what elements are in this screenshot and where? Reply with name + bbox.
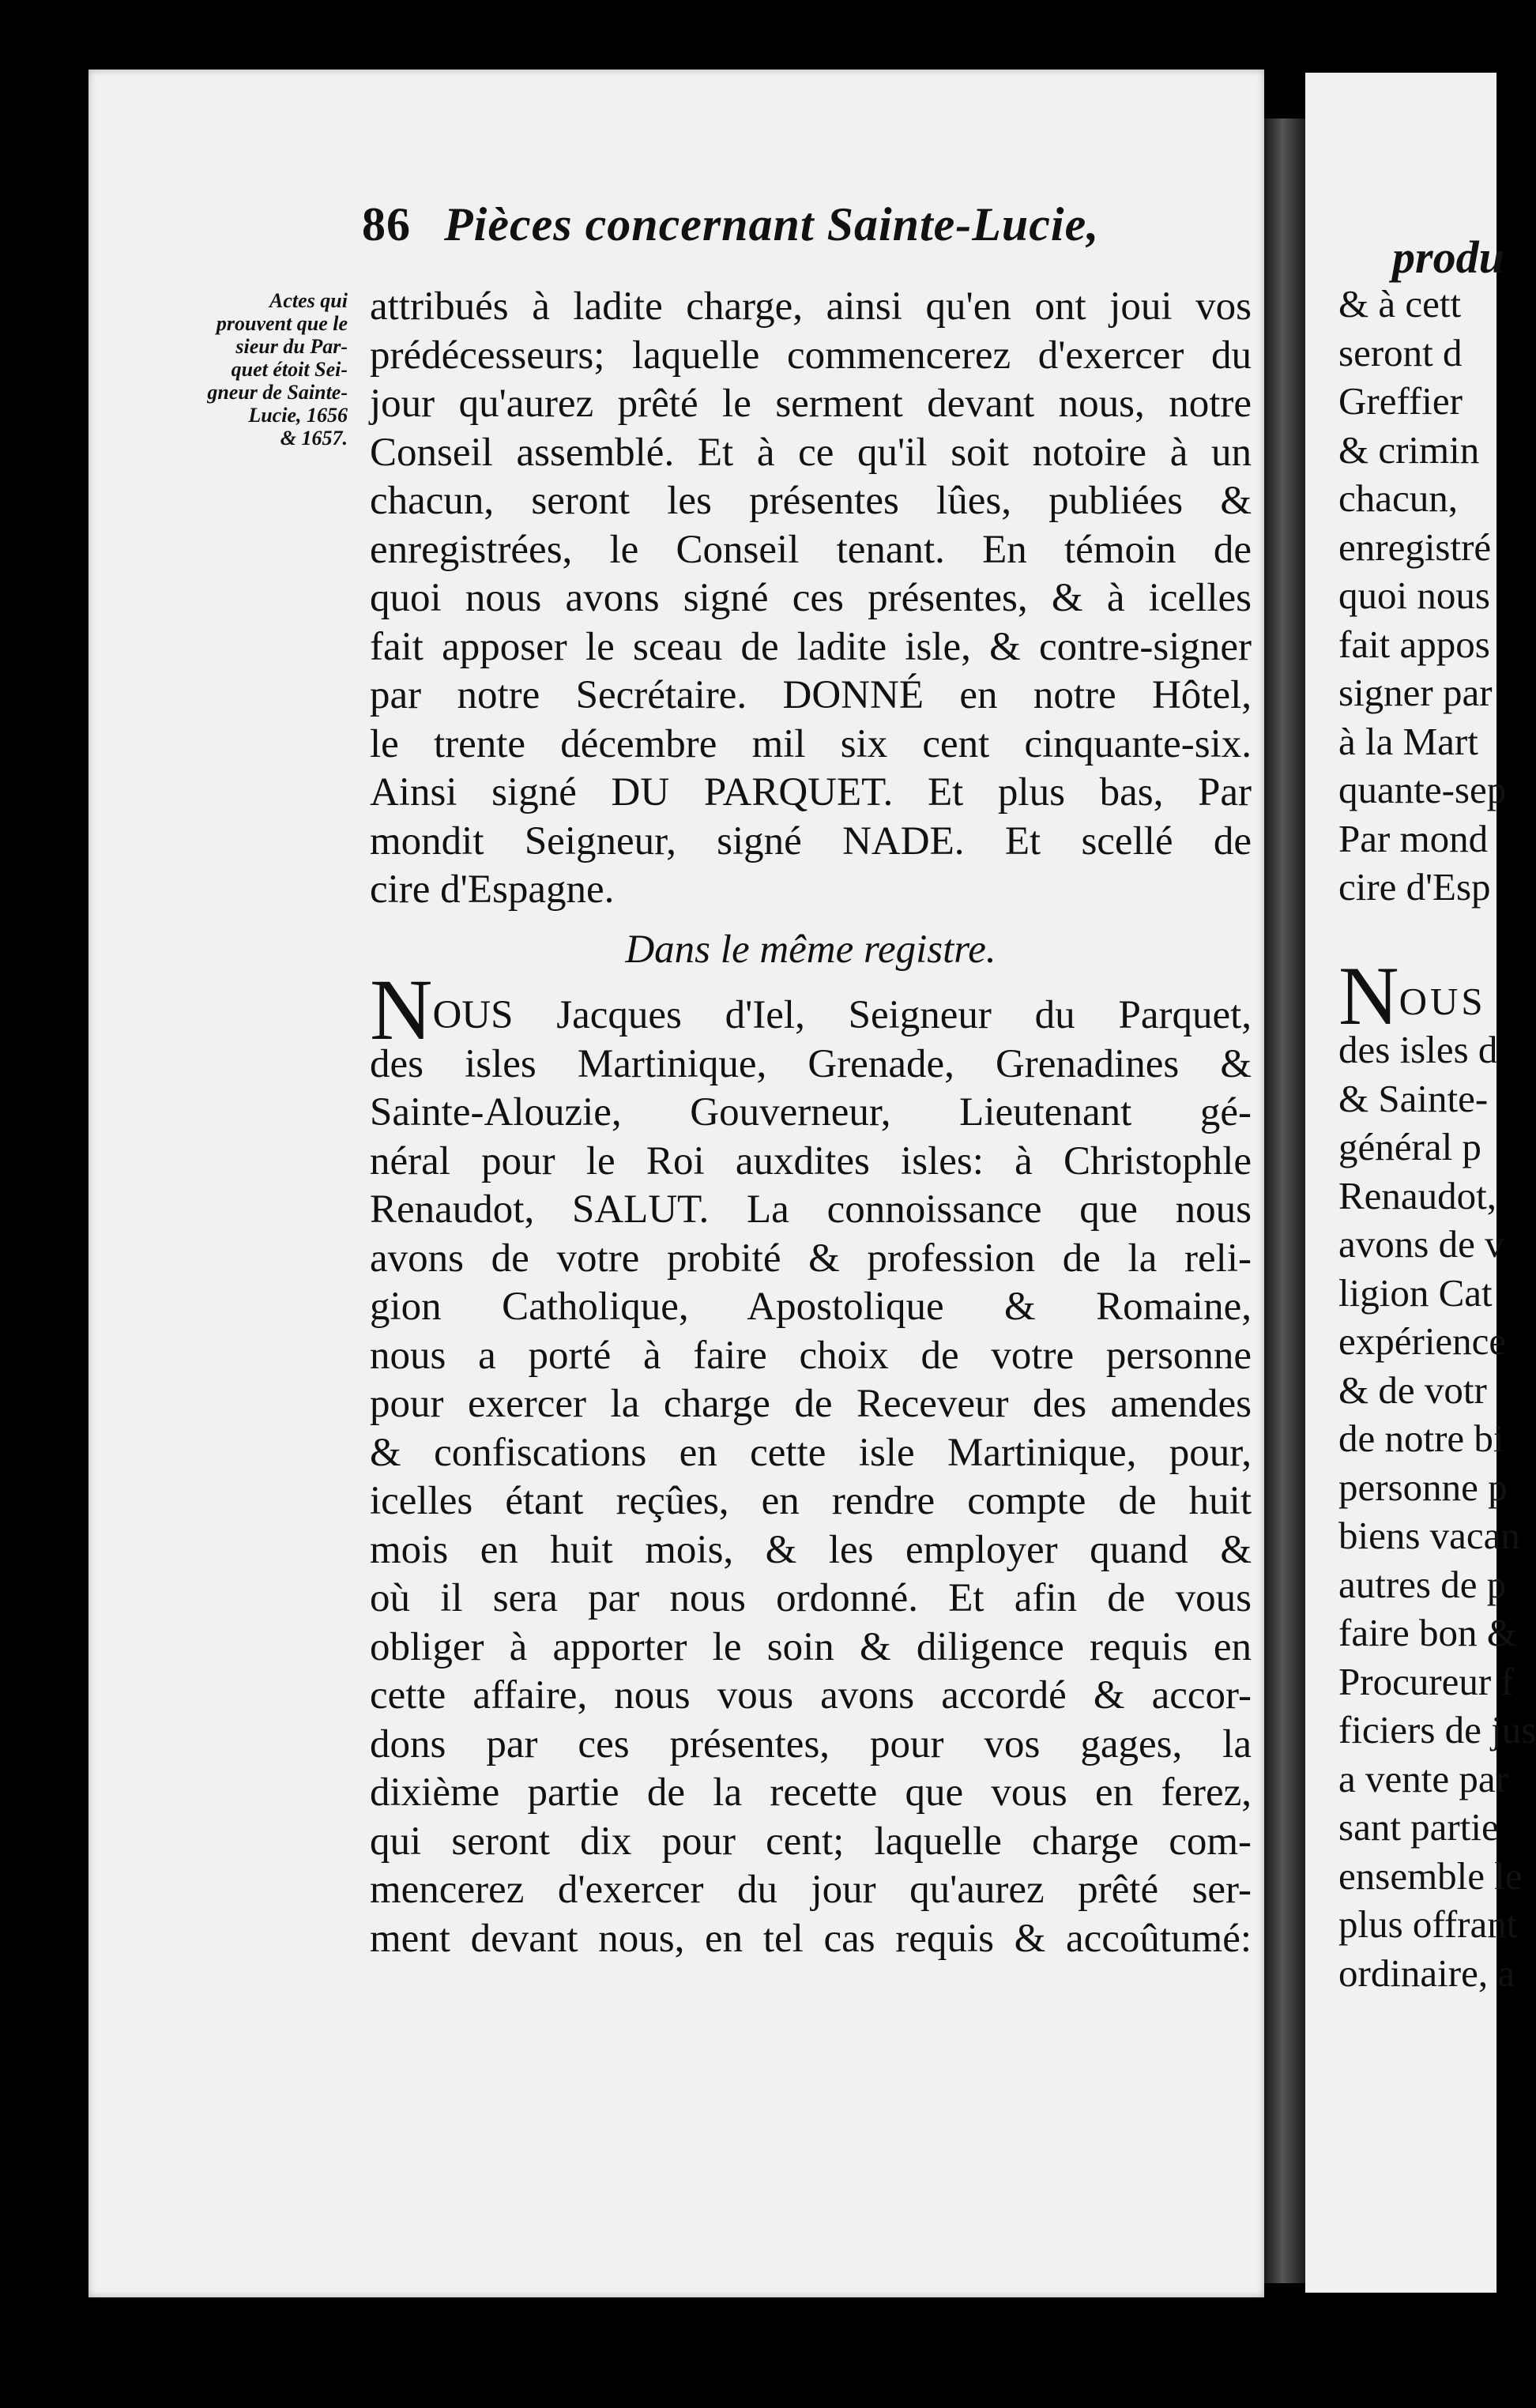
right-line: expérience: [1338, 1319, 1507, 1363]
right-line: & crimin: [1338, 427, 1480, 472]
text-line: attribués à ladite charge, ainsi qu'en ont joui vos: [370, 284, 1252, 329]
text-line: ment devant nous, en tel cas requis & accoûtumé:: [370, 1916, 1252, 1961]
right-line: enregistré: [1338, 525, 1492, 569]
right-running-head: produ: [1392, 231, 1504, 283]
right-line: cire d'Esp: [1338, 865, 1491, 909]
book-gutter: [1264, 119, 1305, 2283]
text-line: prédécesseurs; laquelle commencerez d'exercer du: [370, 333, 1252, 378]
right-line: avons de v: [1338, 1222, 1504, 1266]
text-line: par notre Secrétaire. DONNÉ en notre Hôtel,: [370, 673, 1252, 717]
right-line: & de votr: [1338, 1368, 1487, 1412]
text-line: où il sera par nous ordonné. Et afin de vous: [370, 1576, 1252, 1620]
right-line: quante-sep: [1338, 768, 1507, 811]
right-drop-line-rest: OUS: [1399, 979, 1486, 1023]
text-line: Sainte-Alouzie, Gouverneur, Lieutenant gé-: [370, 1090, 1252, 1134]
right-line: & Sainte-: [1338, 1076, 1489, 1120]
section-title: Dans le même registre.: [625, 927, 996, 972]
right-line: sant partie: [1338, 1805, 1499, 1849]
text-line: le trente décembre mil six cent cinquante-six.: [370, 721, 1252, 766]
right-drop-cap: N: [1338, 949, 1399, 1042]
paragraph-2: [370, 961, 1252, 1963]
body-text: [370, 283, 1252, 1963]
right-line: seront d: [1338, 330, 1463, 374]
margin-note-line: Actes qui: [269, 289, 348, 312]
text-line: cire d'Espagne.: [370, 867, 615, 912]
right-line: & à cett: [1338, 282, 1462, 325]
dropcap-line-rest: OUS Jacques d'Iel, Seigneur du Parquet,: [432, 993, 1252, 1037]
text-line: Conseil assemblé. Et à ce qu'il soit notoire à un: [370, 430, 1252, 475]
margin-note-line: quet étoit Sei-: [231, 358, 348, 381]
right-line: fait appos: [1338, 622, 1490, 666]
right-line: personne p: [1338, 1465, 1508, 1509]
right-line: biens vacan: [1338, 1514, 1520, 1557]
text-line: Renaudot, SALUT. La connoissance que nous: [370, 1187, 1252, 1232]
text-line: chacun, seront les présentes lûes, publiées &: [370, 479, 1252, 523]
margin-note-line: sieur du Par-: [235, 335, 348, 358]
running-head: [362, 198, 1099, 252]
right-line: ligion Cat: [1338, 1270, 1493, 1315]
running-head-title: Pièces concernant Sainte-Lucie,: [444, 198, 1100, 250]
drop-cap: N: [370, 961, 433, 1058]
margin-note-line: & 1657.: [280, 427, 348, 450]
text-line: pour exercer la charge de Receveur des amendes: [370, 1382, 1252, 1426]
text-line: mencerez d'exercer du jour qu'aurez prêté ser-: [370, 1868, 1252, 1912]
right-line: ensemble le: [1338, 1853, 1523, 1898]
text-line: enregistrées, le Conseil tenant. En témoin de: [370, 527, 1252, 572]
right-line: général p: [1338, 1125, 1481, 1168]
right-line: de notre bi: [1338, 1417, 1504, 1460]
right-line: autres de p: [1338, 1562, 1507, 1606]
right-line: Renaudot,: [1338, 1173, 1497, 1217]
text-line: nous a porté à faire choix de votre personne: [370, 1333, 1252, 1378]
right-line: Procureur f: [1338, 1659, 1514, 1703]
text-line: mondit Seigneur, signé NADE. Et scellé de: [370, 818, 1252, 863]
text-line: cette affaire, nous vous avons accordé & accor-: [370, 1673, 1252, 1718]
text-line: néral pour le Roi auxdites isles: à Christophle: [370, 1138, 1252, 1183]
text-line: Ainsi signé DU PARQUET. Et plus bas, Par: [370, 770, 1252, 815]
right-line: signer par: [1338, 671, 1493, 714]
margin-note-line: gneur de Sainte-: [207, 381, 348, 404]
text-line: icelles étant reçûes, en rendre compte de huit: [370, 1479, 1252, 1523]
margin-note-line: Lucie, 1656: [248, 404, 348, 427]
right-dropcap-line: [1338, 949, 1536, 1042]
text-line: avons de votre probité & profession de la reli-: [370, 1236, 1252, 1281]
text-line: des isles Martinique, Grenade, Grenadines &: [370, 1041, 1252, 1086]
margin-note: [163, 289, 348, 450]
right-line: chacun,: [1338, 476, 1458, 520]
right-line: a vente par: [1338, 1756, 1508, 1800]
text-line: qui seront dix pour cent; laquelle charge com-: [370, 1819, 1252, 1864]
right-page-text: [1338, 280, 1536, 1997]
text-line: & confiscations en cette isle Martinique, pour,: [370, 1430, 1252, 1475]
margin-note-line: prouvent que le: [216, 312, 348, 335]
text-line: quoi nous avons signé ces présentes, & à icelles: [370, 576, 1252, 620]
text-line: gion Catholique, Apostolique & Romaine,: [370, 1285, 1252, 1329]
right-line: Par mond: [1338, 816, 1489, 860]
text-line: jour qu'aurez prêté le serment devant nous, notre: [370, 382, 1252, 426]
right-line: ficiers de jus: [1338, 1708, 1536, 1751]
right-line: ordinaire, a: [1338, 1951, 1515, 1995]
right-page: [1305, 73, 1536, 2293]
text-line: obliger à apporter le soin & diligence requis en: [370, 1624, 1252, 1669]
text-line: dixième partie de la recette que vous en ferez,: [370, 1770, 1252, 1815]
right-line: Greffier: [1338, 379, 1463, 423]
paragraph-1: [370, 283, 1252, 915]
text-line: fait apposer le sceau de ladite isle, & contre-signer: [370, 624, 1252, 669]
dropcap-line: [370, 961, 1252, 1058]
right-line: à la Mart: [1338, 719, 1478, 763]
right-line: plus offrant: [1338, 1902, 1518, 1946]
text-line: dons par ces présentes, pour vos gages, la: [370, 1721, 1252, 1766]
right-line: faire bon &: [1338, 1611, 1517, 1654]
right-line: des isles d: [1338, 1028, 1498, 1071]
text-line: mois en huit mois, & les employer quand &: [370, 1527, 1252, 1572]
page-number: 86: [362, 198, 411, 250]
right-line: quoi nous: [1338, 574, 1490, 617]
